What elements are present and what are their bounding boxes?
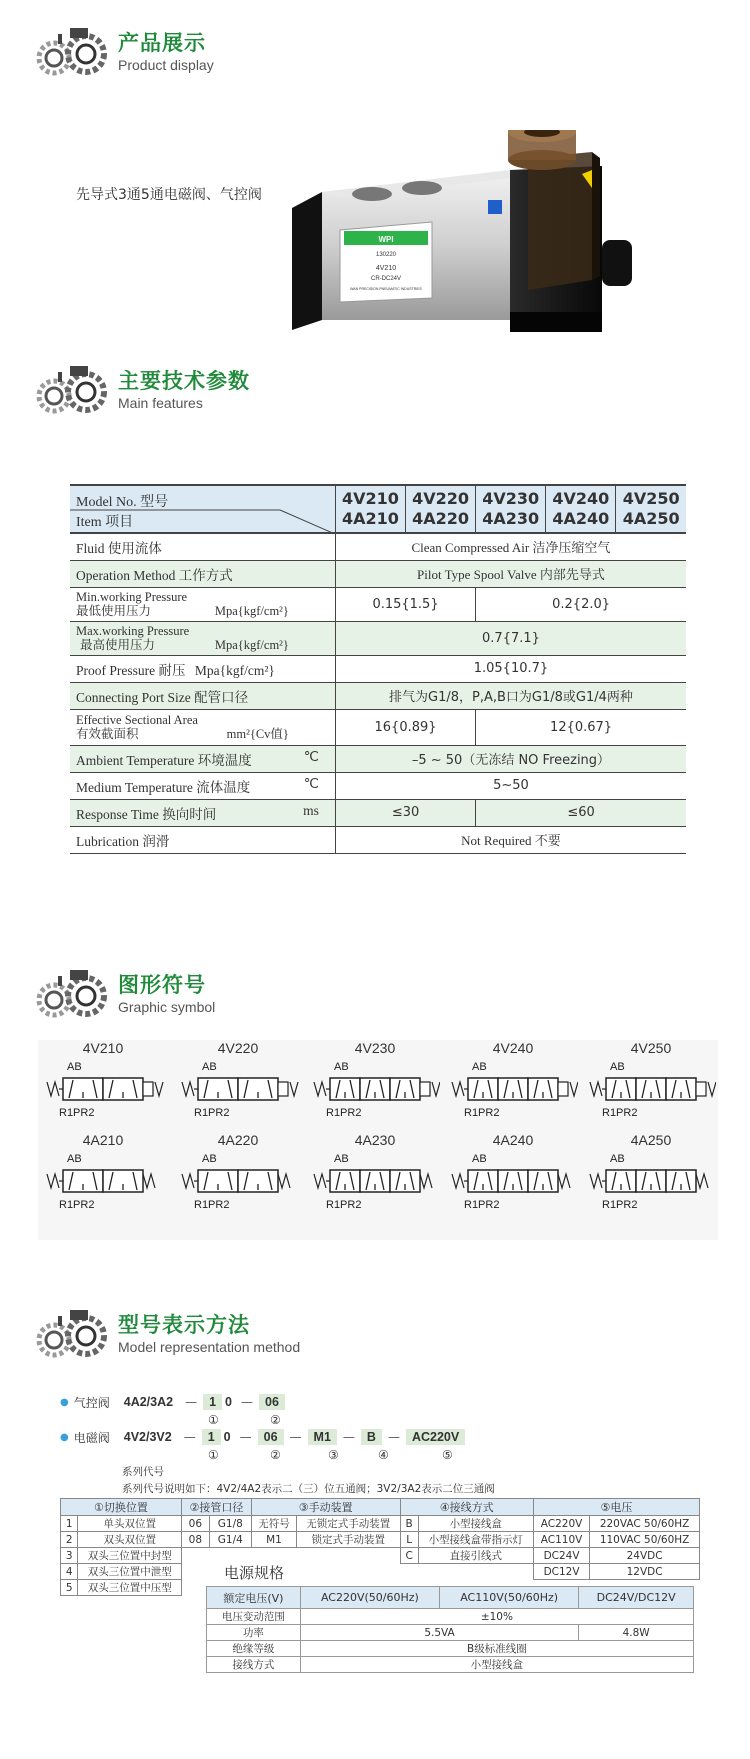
- series-note: 系列代号说明如下：4V2/4A2表示二（三）位五通阀；3V2/3A2表示二位三通阀: [122, 1483, 495, 1495]
- section-title-cn: 产品展示: [118, 31, 206, 55]
- table-row: [70, 533, 686, 560]
- table-row: [70, 772, 686, 799]
- port-label: AB: [202, 1153, 217, 1165]
- model-item-cell: [70, 485, 335, 533]
- series-code: 4A2/3A2: [123, 1395, 174, 1409]
- valve-schematic-icon: [310, 1058, 440, 1126]
- valve-schematic-icon: [586, 1150, 716, 1218]
- row-label: Operation Method 工作方式: [70, 560, 335, 587]
- table-header-row: [70, 485, 686, 533]
- valve-symbol: [448, 1040, 578, 1130]
- circle-2: ②: [270, 1413, 281, 1427]
- valve-symbol: [38, 1132, 168, 1222]
- port-label: R1PR2: [194, 1107, 230, 1119]
- symbol-label: 4A210: [82, 1132, 124, 1148]
- row-label: Effective Sectional Area 有效截面积 mm²{Cv值}: [70, 709, 335, 745]
- table-row: 3 双头三位置中封型 C 直接引线式 DC24V 24VDC: [61, 1548, 700, 1564]
- code-port: 06: [259, 1394, 285, 1410]
- valve-schematic-icon: [448, 1150, 578, 1218]
- dash: —: [289, 1430, 302, 1444]
- code-switch: 1: [202, 1429, 221, 1445]
- table-row: [70, 745, 686, 772]
- section-title-cn: 型号表示方法: [118, 1313, 250, 1337]
- row-value: –5 ~ 50（无冻结 NO Freezing）: [335, 745, 686, 772]
- dash: —: [342, 1430, 355, 1444]
- model-col-3: 4V230 4A230: [476, 485, 546, 533]
- row-label: Min.working Pressure 最低使用压力 Mpa{kgf/cm²}: [70, 587, 335, 621]
- dash: —: [241, 1395, 253, 1409]
- air-valve-code-row: [60, 1393, 285, 1411]
- section-title-en: Model representation method: [118, 1339, 301, 1355]
- code-zero: 0: [225, 1395, 232, 1409]
- symbol-label: 4A250: [630, 1132, 672, 1148]
- table-row: 电压变动范围 ±10%: [207, 1609, 694, 1625]
- row-value: 0.7{7.1}: [335, 621, 686, 655]
- table-row: [70, 560, 686, 587]
- spec-header: ⑤电压: [533, 1499, 699, 1516]
- solenoid-valve-code-row: [60, 1428, 465, 1446]
- table-row: [70, 587, 686, 621]
- port-label: AB: [334, 1061, 349, 1073]
- port-label: R1PR2: [464, 1107, 500, 1119]
- circle-1: ①: [208, 1448, 219, 1462]
- row-value: ≤60: [476, 799, 686, 826]
- row-label: Medium Temperature 流体温度 ℃: [70, 772, 335, 799]
- power-header-row: 额定电压(V) AC220V(50/60Hz) AC110V(50/60Hz) DC24V/DC12V: [207, 1587, 694, 1609]
- table-row: 功率 5.5VA 4.8W: [207, 1625, 694, 1641]
- graphic-symbols: [38, 1040, 718, 1240]
- valve-kind: 气控阀: [73, 1395, 110, 1410]
- port-label: AB: [610, 1153, 625, 1165]
- circle-4: ④: [378, 1448, 389, 1462]
- dash: —: [239, 1430, 252, 1444]
- valve-symbol: [38, 1040, 168, 1130]
- section-header-features: [36, 362, 250, 418]
- section-title-en: Product display: [118, 57, 214, 73]
- row-value: Not Required 不要: [335, 826, 686, 853]
- valve-symbol: [310, 1040, 440, 1130]
- valve-symbol: [173, 1132, 303, 1222]
- spec-header: ④接线方式: [400, 1499, 533, 1516]
- row-label: Fluid 使用流体: [70, 533, 335, 560]
- row-label: Ambient Temperature 环境温度 ℃: [70, 745, 335, 772]
- code-wiring: B: [361, 1429, 382, 1445]
- spec-header: ③手动装置: [251, 1499, 400, 1516]
- model-col-4: 4V240 4A240: [546, 485, 616, 533]
- row-label: Response Time 换向时间 ms: [70, 799, 335, 826]
- symbol-label: 4A230: [354, 1132, 396, 1148]
- port-label: R1PR2: [602, 1107, 638, 1119]
- section-header-symbol: [36, 966, 215, 1022]
- row-value: 排气为G1/8，P,A,B口为G1/8或G1/4两种: [335, 682, 686, 709]
- row-value: Clean Compressed Air 洁净压缩空气: [335, 533, 686, 560]
- product-caption: 先导式3通5通电磁阀、气控阀: [76, 187, 262, 203]
- table-row: [70, 655, 686, 682]
- code-switch: 1: [203, 1394, 222, 1410]
- section-header-product: [36, 24, 214, 80]
- table-row: 绝缘等级 B级标准线圈: [207, 1641, 694, 1657]
- valve-schematic-icon: [173, 1058, 303, 1126]
- symbol-label: 4V230: [354, 1040, 396, 1056]
- table-row: 接线方式 小型接线盒: [207, 1657, 694, 1673]
- section-title-cn: 图形符号: [118, 973, 206, 997]
- symbol-label: 4V240: [492, 1040, 534, 1056]
- valve-schematic-icon: [38, 1150, 168, 1218]
- table-row: [70, 682, 686, 709]
- dash: —: [387, 1430, 400, 1444]
- features-table: [70, 484, 686, 854]
- section-title-en: Graphic symbol: [118, 999, 216, 1015]
- valve-kind: 电磁阀: [73, 1430, 110, 1445]
- dash: —: [183, 1430, 196, 1444]
- label-model: 4V210: [375, 265, 397, 272]
- port-label: R1PR2: [326, 1107, 362, 1119]
- bullet-icon: ●: [60, 1396, 69, 1408]
- symbol-label: 4A220: [217, 1132, 259, 1148]
- row-value: Pilot Type Spool Valve 内部先导式: [335, 560, 686, 587]
- gear-tractor-icon: [36, 362, 116, 418]
- row-value: 16{0.89}: [335, 709, 475, 745]
- section-header-model: [36, 1306, 300, 1362]
- port-label: R1PR2: [602, 1199, 638, 1211]
- section-title-cn: 主要技术参数: [118, 369, 250, 393]
- label-code: 130220: [375, 252, 397, 258]
- valve-schematic-icon: [586, 1058, 716, 1126]
- model-no-label: Model No. 型号: [76, 495, 169, 510]
- table-row: 5 双头三位置中压型: [61, 1580, 700, 1596]
- bullet-icon: ●: [60, 1431, 69, 1443]
- spec-header: ①切换位置: [61, 1499, 182, 1516]
- port-label: AB: [67, 1061, 82, 1073]
- row-label: Proof Pressure 耐压 Mpa{kgf/cm²}: [70, 655, 335, 682]
- gear-tractor-icon: [36, 24, 116, 80]
- code-manual: M1: [308, 1429, 337, 1445]
- table-row: [70, 621, 686, 655]
- code-zero: 0: [223, 1430, 231, 1444]
- valve-symbol: [310, 1132, 440, 1222]
- power-spec-table: [206, 1586, 694, 1673]
- port-label: R1PR2: [464, 1199, 500, 1211]
- label-brand: WPI: [378, 235, 394, 244]
- item-label: Item 项目: [76, 515, 134, 530]
- valve-schematic-icon: [310, 1150, 440, 1218]
- port-label: AB: [334, 1153, 349, 1165]
- circle-2: ②: [270, 1448, 281, 1462]
- row-value: 5~50: [335, 772, 686, 799]
- model-col-5: 4V250 4A250: [616, 485, 686, 533]
- row-value: 0.15{1.5}: [335, 587, 475, 621]
- port-label: R1PR2: [194, 1199, 230, 1211]
- table-row: [70, 709, 686, 745]
- label-fine: WAN PRECISION PNEUMATIC INDUSTRIES: [350, 287, 422, 291]
- code-port: 06: [258, 1429, 284, 1445]
- port-label: AB: [67, 1153, 82, 1165]
- spec-header: ②接管口径: [181, 1499, 251, 1516]
- port-label: R1PR2: [59, 1199, 95, 1211]
- spec-header-row: [61, 1499, 700, 1516]
- row-value: ≤30: [335, 799, 475, 826]
- row-label: Lubrication 润滑: [70, 826, 335, 853]
- table-row: [70, 799, 686, 826]
- symbol-label: 4A240: [492, 1132, 534, 1148]
- model-col-2: 4V220 4A220: [406, 485, 476, 533]
- port-label: R1PR2: [59, 1107, 95, 1119]
- valve-schematic-icon: [448, 1058, 578, 1126]
- diagonal-line: [70, 486, 335, 534]
- circle-1: ①: [208, 1413, 219, 1427]
- series-label: 系列代号: [122, 1466, 164, 1478]
- row-label: Max.working Pressure 最高使用压力 Mpa{kgf/cm²}: [70, 621, 335, 655]
- section-title-en: Main features: [118, 395, 203, 411]
- gear-tractor-icon: [36, 966, 116, 1022]
- series-code: 4V2/3V2: [123, 1430, 172, 1444]
- valve-symbol: [586, 1132, 716, 1222]
- port-label: R1PR2: [326, 1199, 362, 1211]
- power-spec-title: 电源规格: [224, 1564, 285, 1582]
- circle-5: ⑤: [442, 1448, 453, 1462]
- port-label: AB: [472, 1061, 487, 1073]
- dash: —: [185, 1395, 198, 1409]
- table-row: [70, 826, 686, 853]
- port-label: AB: [202, 1061, 217, 1073]
- row-value: 0.2{2.0}: [476, 587, 686, 621]
- valve-schematic-icon: [38, 1058, 168, 1126]
- code-voltage: AC220V: [406, 1429, 465, 1445]
- gear-tractor-icon: [36, 1306, 116, 1362]
- port-label: AB: [472, 1153, 487, 1165]
- valve-schematic-icon: [173, 1150, 303, 1218]
- row-label: Connecting Port Size 配管口径: [70, 682, 335, 709]
- spec-table: [60, 1498, 700, 1596]
- symbol-label: 4V220: [217, 1040, 259, 1056]
- model-col-1: 4V210 4A210: [335, 485, 405, 533]
- table-row: 4 双头三位置中泄型 DC12V 12VDC: [61, 1564, 700, 1580]
- table-row: 1 单头双位置 06 G1/8 无符号 无锁定式手动装置 B 小型接线盒 AC220V 220VAC 50/60HZ: [61, 1516, 700, 1532]
- label-voltage: CR-DC24V: [370, 276, 402, 282]
- row-value: 12{0.67}: [476, 709, 686, 745]
- valve-symbol: [586, 1040, 716, 1130]
- symbol-label: 4V250: [630, 1040, 672, 1056]
- row-value: 1.05{10.7}: [335, 655, 686, 682]
- circle-3: ③: [328, 1448, 339, 1462]
- table-row: 2 双头双位置 08 G1/4 M1 锁定式手动装置 L 小型接线盒带指示灯 AC110V 110VAC 50/60HZ: [61, 1532, 700, 1548]
- valve-symbol: [448, 1132, 578, 1222]
- solenoid-valve-image: [292, 130, 692, 380]
- symbol-label: 4V210: [82, 1040, 124, 1056]
- valve-symbol: [173, 1040, 303, 1130]
- port-label: AB: [610, 1061, 625, 1073]
